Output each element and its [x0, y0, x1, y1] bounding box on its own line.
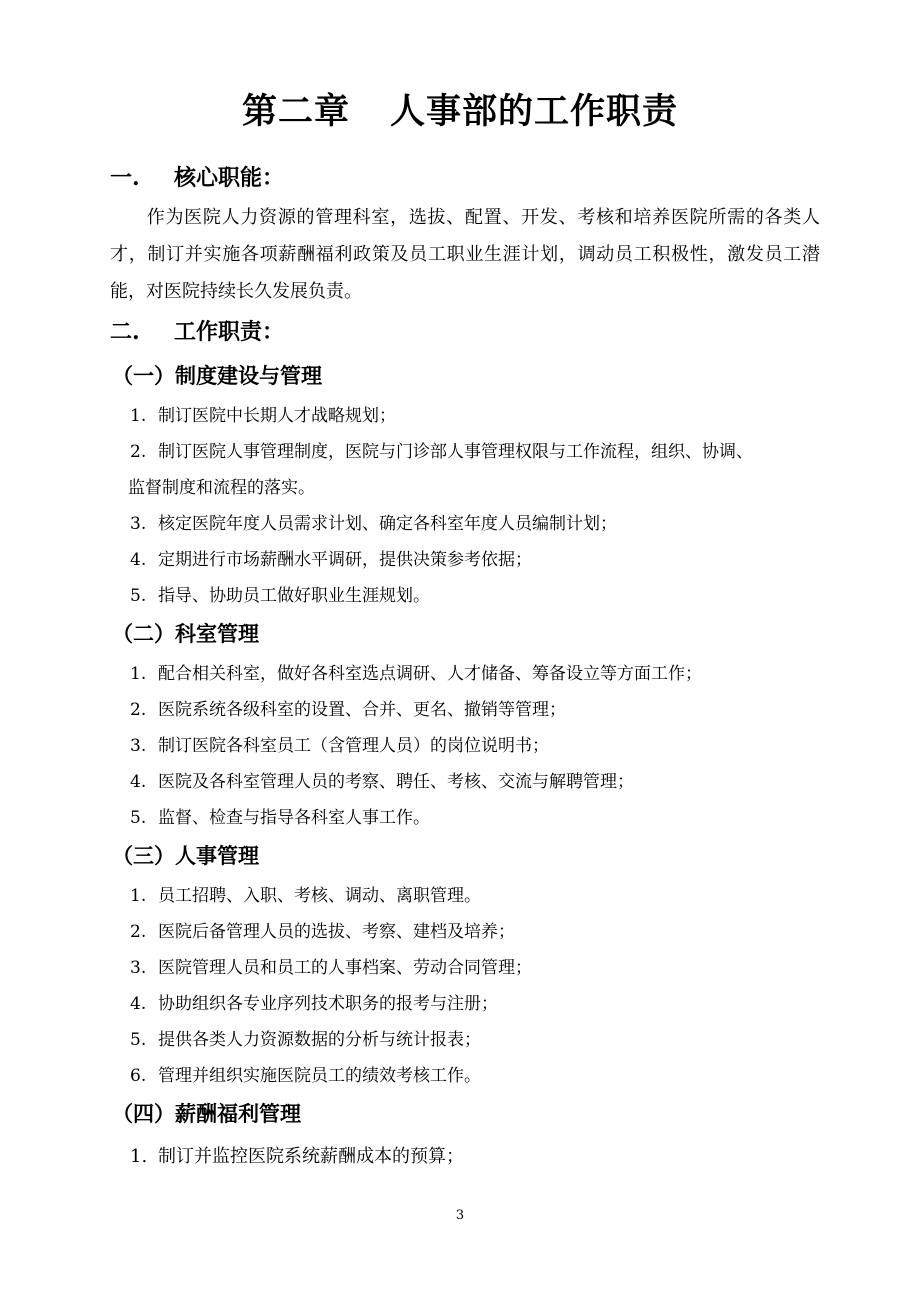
list-item — [130, 398, 820, 434]
item-text-continuation: 监督制度和流程的落实。 — [128, 478, 315, 498]
item-text: 制订医院人事管理制度，医院与门诊部人事管理权限与工作流程，组织、协调、 — [158, 442, 753, 462]
section-1-title: 核心职能： — [174, 165, 285, 191]
item-text: 核定医院年度人员需求计划、确定各科室年度人员编制计划； — [158, 514, 617, 534]
core-function-text: 作为医院人力资源的管理科室，选拔、配置、开发、考核和培养医院所需的各类人才，制订并实施各项薪酬福利政策及员工职业生涯计划，调动员工积极性，激发员工潜能，对医院持续长久发展负责。 — [110, 207, 820, 302]
section-2-number: 二. — [110, 319, 140, 345]
group-2-heading: （二）科室管理 — [112, 621, 259, 646]
item-text: 员工招聘、入职、考核、调动、离职管理。 — [158, 886, 481, 906]
list-item — [130, 878, 820, 914]
item-number: 5. — [130, 1030, 147, 1050]
section-2-heading — [110, 317, 284, 347]
item-text: 医院及各科室管理人员的考察、聘任、考核、交流与解聘管理； — [158, 772, 634, 792]
list-item — [130, 950, 820, 986]
item-text: 制订医院中长期人才战略规划； — [158, 406, 396, 426]
item-text: 医院后备管理人员的选拔、考察、建档及培养； — [158, 922, 515, 942]
item-text: 医院系统各级科室的设置、合并、更名、撤销等管理； — [158, 700, 566, 720]
item-number: 2. — [130, 922, 147, 942]
item-text: 医院管理人员和员工的人事档案、劳动合同管理； — [158, 958, 532, 978]
item-text: 制订医院各科室员工（含管理人员）的岗位说明书； — [158, 736, 549, 756]
item-text: 制订并监控医院系统薪酬成本的预算； — [158, 1146, 464, 1167]
item-number: 1. — [130, 664, 147, 684]
list-item — [130, 656, 820, 692]
core-function-paragraph — [110, 199, 820, 310]
list-item — [130, 800, 820, 836]
section-1-number: 一. — [110, 165, 140, 191]
item-number: 4. — [130, 550, 147, 570]
item-number: 1. — [130, 406, 147, 426]
list-item-continuation — [130, 470, 820, 506]
item-text: 监督、检查与指导各科室人事工作。 — [158, 808, 430, 828]
item-number: 2. — [130, 700, 147, 720]
item-text: 定期进行市场薪酬水平调研，提供决策参考依据； — [158, 550, 532, 570]
group-4-heading: （四）薪酬福利管理 — [112, 1101, 301, 1126]
list-item — [130, 434, 820, 470]
page-number: 3 — [455, 1208, 465, 1223]
item-number: 5. — [130, 586, 147, 606]
chapter-title — [0, 88, 920, 136]
item-text: 提供各类人力资源数据的分析与统计报表； — [158, 1030, 481, 1050]
item-number: 6. — [130, 1066, 147, 1086]
section-2-title: 工作职责： — [174, 319, 285, 345]
list-item — [130, 728, 820, 764]
item-number: 2. — [130, 442, 147, 462]
list-item — [130, 764, 820, 800]
list-item — [130, 914, 820, 950]
item-text: 管理并组织实施医院员工的绩效考核工作。 — [158, 1066, 481, 1086]
list-item — [130, 986, 820, 1022]
list-item — [130, 542, 820, 578]
chapter-heading: 人事部的工作职责 — [390, 91, 679, 132]
item-number: 3. — [130, 958, 147, 978]
group-1-heading: （一）制度建设与管理 — [112, 363, 322, 388]
list-item — [130, 692, 820, 728]
group-3-heading: （三）人事管理 — [112, 843, 259, 868]
list-item — [130, 1058, 820, 1094]
item-text: 协助组织各专业序列技术职务的报考与注册； — [158, 994, 498, 1014]
item-number: 1. — [130, 886, 147, 906]
item-text: 配合相关科室，做好各科室选点调研、人才储备、筹备设立等方面工作； — [158, 664, 702, 684]
item-number: 4. — [130, 772, 147, 792]
item-number: 5. — [130, 808, 147, 828]
list-item — [130, 578, 820, 614]
item-number: 3. — [130, 736, 147, 756]
item-number: 4. — [130, 994, 147, 1014]
item-text: 指导、协助员工做好职业生涯规划。 — [158, 586, 430, 606]
list-item — [130, 506, 820, 542]
list-item — [130, 1022, 820, 1058]
section-1-heading — [110, 163, 284, 193]
item-number: 3. — [130, 514, 147, 534]
chapter-label: 第二章 — [241, 91, 350, 132]
list-item — [130, 1139, 820, 1175]
item-number: 1. — [130, 1146, 148, 1167]
